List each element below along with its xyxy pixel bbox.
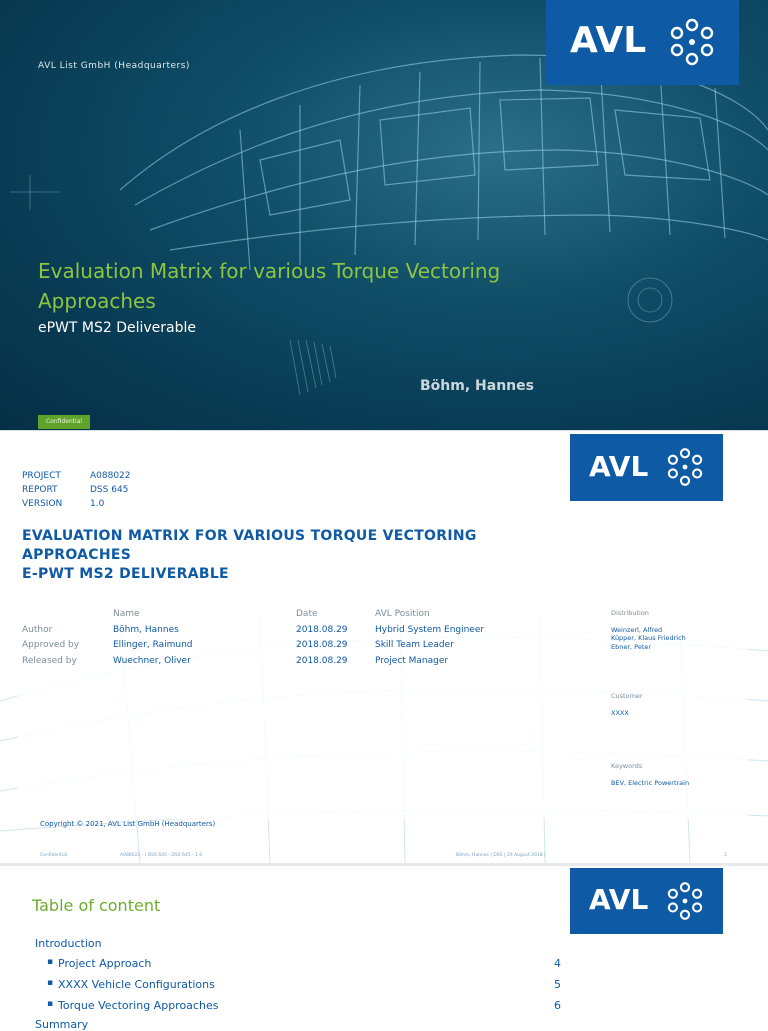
bullet-icon: ▪ (47, 978, 54, 988)
approval-dates (296, 607, 348, 669)
customer-block (611, 692, 643, 717)
bullet-icon: ▪ (47, 957, 54, 967)
toc-item[interactable] (47, 957, 151, 970)
document-title (22, 527, 562, 584)
person-name: Böhm, Hannes (113, 624, 179, 635)
approval-date: 2018.08.29 (296, 655, 348, 666)
avl-emblem-icon (664, 446, 706, 488)
person-name: Ellinger, Raimund (113, 640, 193, 650)
person-name: Wuechner, Oliver (113, 655, 191, 666)
meta-value: A088022 (90, 471, 131, 481)
avl-logo (570, 868, 723, 934)
logo-wordmark: AVL (570, 20, 647, 61)
column-header-name: Name (113, 609, 140, 619)
document-title-line: E-PWT MS2 DELIVERABLE (22, 566, 229, 582)
footer-author-date: Böhm, Hannes | DSS | 29 August 2018 | (456, 853, 546, 858)
distribution-label: Distribution (611, 609, 649, 617)
toc-page-number: 6 (554, 999, 561, 1012)
distribution-name: Weinzerl, Alfred (611, 625, 663, 634)
toc-item-label: Project Approach (58, 957, 152, 970)
logo-wordmark: AVL (589, 883, 649, 916)
role-label: Released by (22, 655, 77, 666)
toc-item-label: XXXX Vehicle Configurations (58, 978, 215, 991)
role-label: Approved by (22, 640, 80, 650)
meta-key: VERSION (22, 499, 63, 509)
distribution-name: Ebner, Peter (611, 642, 652, 651)
avl-position: Project Manager (375, 655, 449, 666)
meta-key: PROJECT (22, 471, 61, 481)
customer-label: Customer (611, 692, 643, 700)
toc-item[interactable] (47, 978, 215, 991)
toc-section-summary[interactable]: Summary (35, 1018, 89, 1031)
company-name: AVL List GmbH (Headquarters) (38, 61, 190, 71)
column-header-date: Date (296, 609, 318, 619)
distribution-block (611, 609, 686, 651)
toc-item[interactable] (47, 999, 218, 1012)
document-metadata (22, 469, 131, 511)
footer-confidential: Confidential (40, 853, 68, 858)
meta-key: REPORT (22, 485, 58, 495)
toc-page-number: 4 (554, 957, 561, 970)
approval-date: 2018.08.29 (296, 640, 348, 650)
approval-positions (375, 607, 484, 669)
avl-emblem-icon (666, 16, 718, 68)
meta-value: DSS 645 (90, 485, 129, 495)
title-slide (0, 0, 768, 430)
avl-logo (546, 0, 739, 85)
distribution-name: Küpper, Klaus Friedrich (611, 634, 686, 642)
keywords-block (611, 762, 689, 787)
avl-emblem-icon (664, 880, 706, 922)
presentation-title: Evaluation Matrix for various Torque Vectoring Approaches (38, 259, 501, 313)
presenter-name: Böhm, Hannes (420, 378, 534, 394)
footer-page-number: 2 (724, 853, 727, 858)
document-title-line: EVALUATION MATRIX FOR VARIOUS TORQUE VECTORING (22, 528, 477, 544)
approval-names (113, 607, 193, 669)
toc-section-introduction[interactable]: Introduction (35, 937, 102, 950)
document-info-slide (0, 431, 768, 863)
copyright-notice: Copyright © 2021, AVL List GmbH (Headquarters) (40, 820, 216, 828)
avl-position: Hybrid System Engineer (375, 624, 485, 635)
logo-wordmark: AVL (589, 450, 649, 483)
keywords-value: BEV, Electric Powertrain (611, 778, 690, 787)
toc-page-number: 5 (554, 978, 561, 991)
meta-value: 1.0 (90, 499, 105, 509)
role-label: Author (22, 624, 53, 635)
footer-document-id: A088022 - / DSS 645 - DSS 645 - 1.0 (120, 853, 203, 858)
table-of-contents-slide (0, 866, 768, 1031)
customer-value: XXXX (611, 708, 629, 717)
bullet-icon: ▪ (47, 999, 54, 1009)
approval-date: 2018.08.29 (296, 624, 348, 635)
presentation-subtitle: ePWT MS2 Deliverable (38, 320, 197, 336)
keywords-label: Keywords (611, 762, 643, 770)
toc-title: Table of content (32, 896, 161, 915)
approval-roles (22, 607, 79, 669)
confidential-badge: Confidential (38, 415, 90, 429)
toc-item-label: Torque Vectoring Approaches (58, 999, 219, 1012)
document-title-line: APPROACHES (22, 547, 132, 563)
avl-position: Skill Team Leader (375, 640, 454, 650)
column-header-position: AVL Position (375, 609, 430, 619)
slide-footer (0, 851, 768, 861)
avl-logo (570, 434, 723, 501)
